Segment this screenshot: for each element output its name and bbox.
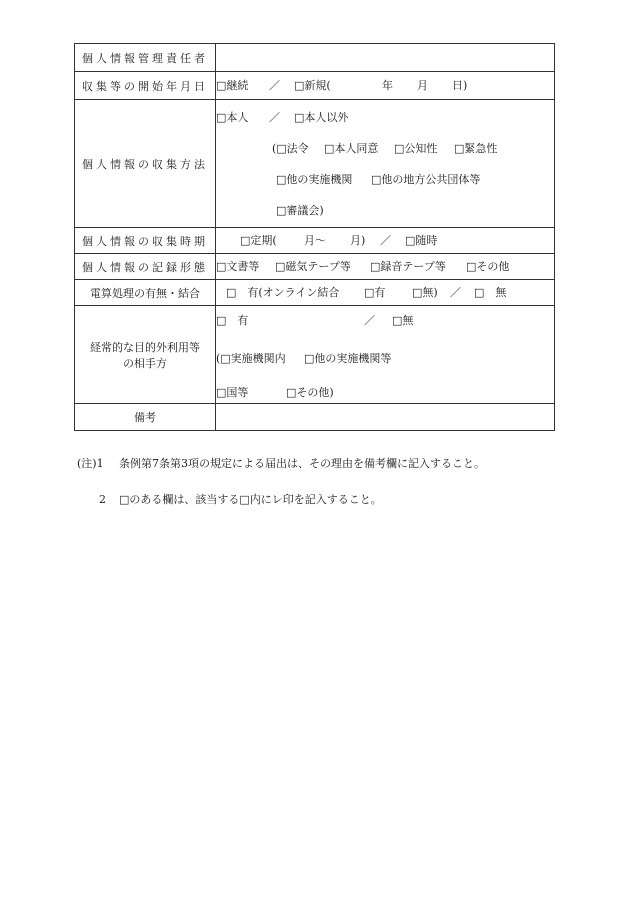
label-cell-external-use xyxy=(75,306,216,404)
note-1-prefix: (注)1 xyxy=(77,457,104,470)
label-computer-processing: 電算処理の有無・結合 xyxy=(90,286,200,300)
label-cell-remarks xyxy=(75,404,216,431)
value-cell-external-use xyxy=(216,306,555,404)
checkbox-other-agency-external[interactable]: □他の実施機関等 xyxy=(304,352,392,365)
note-1-text: 条例第7条第3項の規定による届出は、その理由を備考欄に記入すること。 xyxy=(119,457,485,470)
value-cell-computer-processing xyxy=(216,280,555,306)
checkbox-new[interactable]: □新規( xyxy=(294,78,331,92)
row-external-use xyxy=(75,306,555,404)
month-label: 月 xyxy=(417,78,428,92)
checkbox-law[interactable]: (□法令 xyxy=(272,142,309,155)
checkbox-magnetic-tape[interactable]: □磁気テープ等 xyxy=(275,259,351,273)
checkbox-anytime[interactable]: □随時 xyxy=(405,233,438,247)
row-remarks xyxy=(75,404,555,431)
checkbox-public[interactable]: □公知性 xyxy=(394,142,438,155)
label-start-date: 収集等の開始年月日 xyxy=(82,79,208,93)
value-cell-manager[interactable] xyxy=(216,44,555,72)
checkbox-consent[interactable]: □本人同意 xyxy=(324,142,379,155)
label-cell-computer-processing xyxy=(75,280,216,306)
checkbox-other-than-self[interactable]: □本人以外 xyxy=(294,111,349,124)
month-to-label: 月) xyxy=(350,233,366,247)
checkbox-council[interactable]: □審議会) xyxy=(276,204,324,217)
checkbox-state[interactable]: □国等 xyxy=(216,386,249,399)
label-record-format: 個人情報の記録形態 xyxy=(82,260,208,274)
checkbox-urgent[interactable]: □緊急性 xyxy=(454,142,498,155)
checkbox-continue[interactable]: □継続 xyxy=(216,78,249,92)
checkbox-other-external[interactable]: □その他) xyxy=(286,386,334,399)
value-cell-remarks[interactable] xyxy=(216,404,555,431)
checkbox-within-agency[interactable]: (□実施機関内 xyxy=(216,352,286,365)
separator-slash: ／ xyxy=(380,233,391,247)
value-cell-record-format xyxy=(216,254,555,280)
value-cell-collection-method xyxy=(216,100,555,228)
row-collection-timing xyxy=(75,228,555,254)
value-cell-start-date xyxy=(216,72,555,100)
checkbox-computer-yes[interactable]: □ 有(オンライン結合 xyxy=(226,285,340,299)
label-collection-method: 個人情報の収集方法 xyxy=(82,157,208,171)
separator-slash: ／ xyxy=(269,78,280,92)
year-label: 年 xyxy=(382,78,393,92)
label-external-use-line2: の相手方 xyxy=(123,356,167,370)
checkbox-online-no[interactable]: □無) xyxy=(412,285,438,299)
note-2-text: □のある欄は、該当する□内にレ印を記入すること。 xyxy=(119,493,382,506)
label-external-use-line1: 経常的な目的外利用等 xyxy=(90,340,200,354)
checkbox-local-government[interactable]: □他の地方公共団体等 xyxy=(371,173,481,186)
month-from-label: 月～ xyxy=(304,233,326,247)
label-cell-collection-method xyxy=(75,100,216,228)
checkbox-computer-no[interactable]: □ 無 xyxy=(474,285,507,299)
separator-slash: ／ xyxy=(269,111,280,124)
checkbox-self[interactable]: □本人 xyxy=(216,111,249,124)
row-start-date xyxy=(75,72,555,100)
checkbox-external-yes[interactable]: □ 有 xyxy=(216,314,249,327)
label-manager: 個人情報管理責任者 xyxy=(82,51,208,65)
checkbox-audio-tape[interactable]: □録音テープ等 xyxy=(370,259,446,273)
row-record-format xyxy=(75,254,555,280)
separator-slash: ／ xyxy=(450,285,461,299)
checkbox-external-no[interactable]: □無 xyxy=(392,314,414,327)
day-label: 日) xyxy=(452,78,468,92)
checkbox-online-yes[interactable]: □有 xyxy=(364,285,386,299)
row-manager xyxy=(75,44,555,72)
separator-slash: ／ xyxy=(364,314,375,327)
checkbox-other-agency[interactable]: □他の実施機関 xyxy=(276,173,353,186)
label-cell-start-date xyxy=(75,72,216,100)
label-cell-record-format xyxy=(75,254,216,280)
value-cell-collection-timing xyxy=(216,228,555,254)
checkbox-documents[interactable]: □文書等 xyxy=(216,259,260,273)
label-remarks: 備考 xyxy=(134,411,156,424)
row-computer-processing xyxy=(75,280,555,306)
row-collection-method xyxy=(75,100,555,228)
label-collection-timing: 個人情報の収集時期 xyxy=(82,234,208,248)
notification-form-table xyxy=(74,43,555,431)
checkbox-other-format[interactable]: □その他 xyxy=(466,259,510,273)
checkbox-regular[interactable]: □定期( xyxy=(240,233,277,247)
label-cell-collection-timing xyxy=(75,228,216,254)
label-cell-manager xyxy=(75,44,216,72)
note-2-prefix: 2 xyxy=(99,493,106,506)
